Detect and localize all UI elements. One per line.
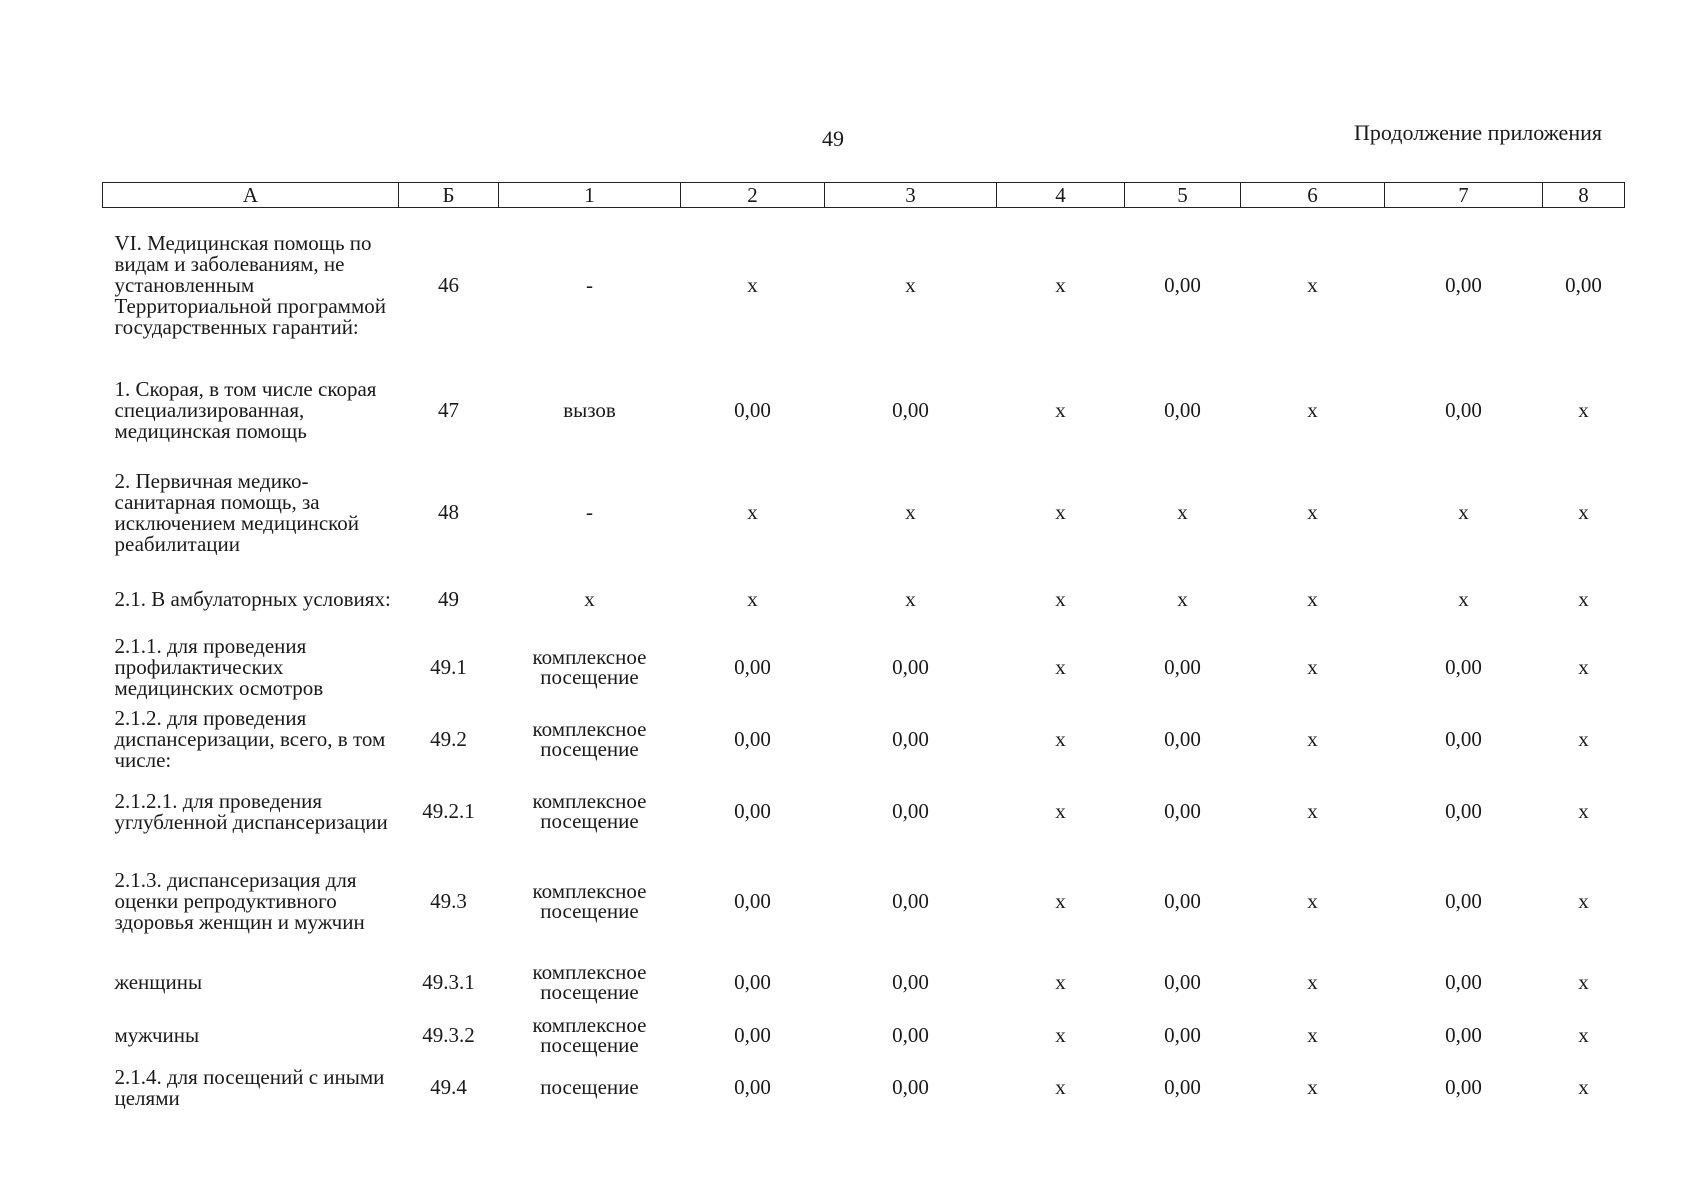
row-col-4: х [1055, 398, 1066, 422]
row-col-6: х [1307, 500, 1318, 524]
row-col-5: 0,00 [1164, 1023, 1201, 1047]
row-col-7: 0,00 [1445, 655, 1482, 679]
table-row [103, 364, 1625, 458]
row-col-8: 0,00 [1565, 273, 1602, 298]
row-col-8: х [1578, 655, 1589, 679]
row-col-5: х [1177, 500, 1188, 524]
row-code: 49.1 [430, 655, 467, 679]
row-col-3: 0,00 [892, 1075, 929, 1099]
row-name: 2.1. В амбулаторных условиях: [114, 587, 391, 611]
row-col-7: 0,00 [1445, 398, 1482, 422]
row-code: 49.3.1 [422, 970, 475, 994]
row-col-8: х [1578, 970, 1589, 994]
row-col-2: 0,00 [734, 727, 771, 751]
row-col-2: х [747, 587, 758, 611]
row-code: 49 [438, 587, 459, 611]
row-col-2: 0,00 [734, 655, 771, 679]
row-col-7: 0,00 [1445, 1023, 1482, 1047]
row-name: 2.1.2. для проведения диспансеризации, всего, в том числе: [114, 706, 386, 772]
row-col-4: х [1055, 889, 1066, 913]
row-col-7: х [1458, 500, 1469, 524]
row-unit: комплексное посещение [532, 716, 647, 761]
page-number: 49 [822, 126, 844, 151]
row-name: 2.1.3. диспансеризация для оценки репродуктивного здоровья женщин и мужчин [114, 868, 365, 934]
header-row [103, 183, 1625, 208]
row-col-6: х [1307, 655, 1318, 679]
row-col-3: 0,00 [892, 799, 929, 823]
row-col-7: 0,00 [1445, 273, 1482, 298]
row-name: 2.1.4. для посещений с иными целями [114, 1064, 385, 1110]
row-col-6: х [1307, 727, 1318, 751]
row-col-8: х [1578, 799, 1589, 823]
row-col-6: х [1307, 889, 1318, 913]
row-code: 49.4 [430, 1075, 467, 1099]
row-name: 2.1.1. для проведения профилактических медицинских осмотров [114, 634, 324, 700]
table-row [103, 568, 1625, 632]
row-col-2: 0,00 [734, 398, 771, 422]
row-col-3: 0,00 [892, 727, 929, 751]
row-col-8: х [1578, 889, 1589, 913]
row-code: 49.2.1 [422, 799, 475, 823]
row-col-7: 0,00 [1445, 970, 1482, 994]
row-unit: - [586, 272, 593, 297]
row-unit: комплексное посещение [532, 959, 647, 1004]
row-col-6: х [1307, 1023, 1318, 1047]
row-col-5: х [1177, 587, 1188, 611]
table-row [103, 1062, 1625, 1114]
row-col-6: х [1307, 1075, 1318, 1099]
row-col-3: 0,00 [892, 970, 929, 994]
row-col-3: х [905, 500, 916, 524]
row-col-8: х [1578, 398, 1589, 422]
row-col-7: 0,00 [1445, 727, 1482, 751]
row-col-6: х [1307, 273, 1318, 298]
row-col-8: х [1578, 500, 1589, 524]
header-cell-1: 1 [499, 183, 681, 208]
header-cell-5: 5 [1125, 183, 1241, 208]
row-col-5: 0,00 [1164, 799, 1201, 823]
header-cell-6: 6 [1241, 183, 1385, 208]
row-col-2: 0,00 [734, 1023, 771, 1047]
row-unit: комплексное посещение [532, 788, 647, 833]
row-col-4: х [1055, 273, 1066, 298]
row-col-3: х [905, 273, 916, 298]
row-col-4: х [1055, 587, 1066, 611]
row-name: мужчины [114, 1023, 200, 1047]
row-col-3: 0,00 [892, 655, 929, 679]
row-unit: комплексное посещение [532, 1012, 647, 1057]
row-col-3: 0,00 [892, 1023, 929, 1047]
table-row [103, 632, 1625, 704]
row-col-8: х [1578, 727, 1589, 751]
row-col-4: х [1055, 799, 1066, 823]
row-col-2: 0,00 [734, 970, 771, 994]
row-code: 47 [438, 398, 459, 422]
row-name: 1. Скорая, в том числе скорая специализированная, медицинская помощь [114, 377, 377, 443]
row-col-3: х [905, 587, 916, 611]
row-col-5: 0,00 [1164, 889, 1201, 913]
row-col-3: 0,00 [892, 398, 929, 422]
row-col-4: х [1055, 655, 1066, 679]
row-col-4: х [1055, 500, 1066, 524]
row-unit: - [586, 499, 593, 524]
table-row [103, 704, 1625, 776]
row-unit: комплексное посещение [532, 878, 647, 923]
row-col-6: х [1307, 799, 1318, 823]
row-col-4: х [1055, 727, 1066, 751]
header-cell-2: 2 [681, 183, 825, 208]
header-cell-b: Б [399, 183, 499, 208]
row-col-3: 0,00 [892, 889, 929, 913]
table-row [103, 848, 1625, 956]
row-code: 49.3.2 [422, 1023, 475, 1047]
row-col-2: х [747, 273, 758, 298]
row-col-7: 0,00 [1445, 1075, 1482, 1099]
row-col-4: х [1055, 970, 1066, 994]
row-col-5: 0,00 [1164, 655, 1201, 679]
row-unit: вызов [563, 397, 616, 422]
row-name: 2. Первичная медико-санитарная помощь, за исключением медицинской реабилитации [114, 468, 360, 556]
row-col-6: х [1307, 398, 1318, 422]
header-cell-4: 4 [997, 183, 1125, 208]
row-unit: комплексное посещение [532, 644, 647, 689]
row-col-6: х [1307, 970, 1318, 994]
row-col-5: 0,00 [1164, 273, 1201, 298]
row-name: женщины [114, 970, 203, 994]
row-code: 49.3 [430, 889, 467, 913]
header-cell-3: 3 [825, 183, 997, 208]
row-col-5: 0,00 [1164, 727, 1201, 751]
table-row [103, 1010, 1625, 1062]
row-name: 2.1.2.1. для проведения углубленной диспансеризации [114, 788, 388, 834]
row-col-2: 0,00 [734, 889, 771, 913]
row-col-2: х [747, 500, 758, 524]
table-row [103, 458, 1625, 568]
continuation-note: Продолжение приложения [1354, 120, 1602, 145]
row-col-7: х [1458, 587, 1469, 611]
row-name: VI. Медицинская помощь по видам и заболеваниям, не установленным Территориальной программой государственных гарантий: [114, 231, 387, 340]
row-code: 49.2 [430, 727, 467, 751]
header-cell-7: 7 [1385, 183, 1543, 208]
row-col-2: 0,00 [734, 799, 771, 823]
row-col-2: 0,00 [734, 1075, 771, 1099]
row-col-4: х [1055, 1023, 1066, 1047]
row-col-6: х [1307, 587, 1318, 611]
row-code: 48 [438, 500, 459, 524]
row-col-7: 0,00 [1445, 889, 1482, 913]
header-cell-8: 8 [1543, 183, 1625, 208]
row-col-5: 0,00 [1164, 398, 1201, 422]
row-col-5: 0,00 [1164, 1075, 1201, 1099]
row-code: 46 [438, 273, 459, 298]
table-row [103, 208, 1625, 364]
data-table [102, 182, 1625, 1114]
row-col-7: 0,00 [1445, 799, 1482, 823]
row-unit: посещение [540, 1074, 639, 1099]
row-unit: х [584, 586, 595, 611]
row-col-4: х [1055, 1075, 1066, 1099]
header-cell-a: А [103, 183, 399, 208]
table-row [103, 956, 1625, 1010]
row-col-5: 0,00 [1164, 970, 1201, 994]
row-col-8: х [1578, 1023, 1589, 1047]
table-row [103, 776, 1625, 848]
row-col-8: х [1578, 587, 1589, 611]
row-col-8: х [1578, 1075, 1589, 1099]
